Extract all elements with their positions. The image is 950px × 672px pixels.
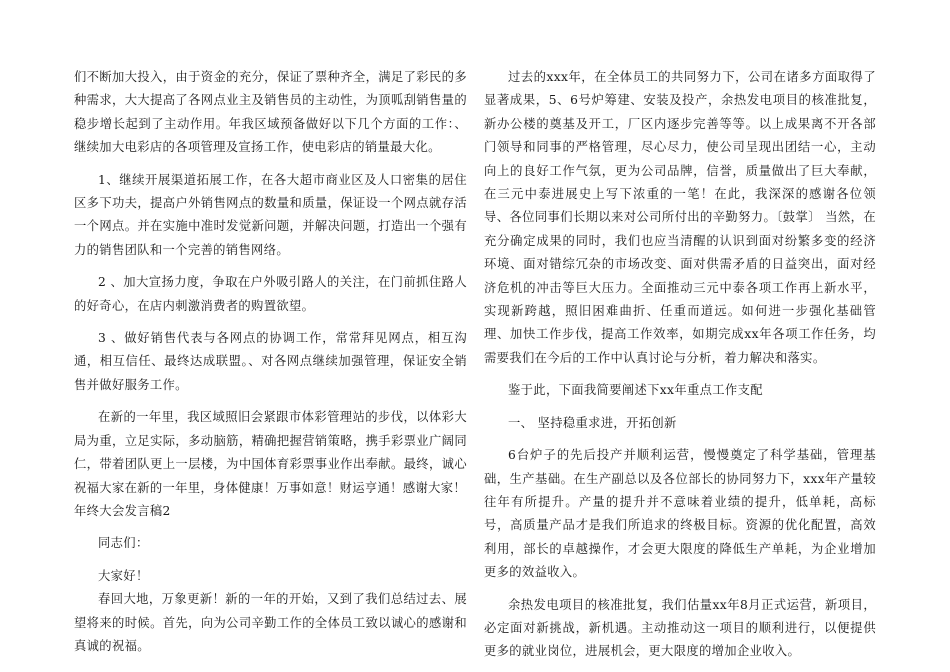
paragraph: 过去的xxx年，在全体员工的共同努力下，公司在诸多方面取得了显著成果，5、6号炉筹建、安装及投产，余热发电项目的核准批复，新办公楼的奠基及开工，厂区内逐步完善等等。以上成果离不开各部门领导和同事的严格管理，尽心尽力，使公司呈现出团结一心，主动向上的良好工作气氛，更为公司品牌，信誉，质量做出了巨大奉献，在三元中泰进展史上写下浓重的一笔！在此，我深深的感谢各位领导、各位同事们长期以来对公司所付出的辛勤努力。〔鼓掌〕 当然，在充分确定成果的同时，我们也应当清醒的认识到面对纷繁多变的经济环境、面对错综冗杂的市场改变、面对供需矛盾的日益突出，面对经济危机的冲击等巨大压力。全面推动三元中泰各项工作再上新水平，实现新跨越，照旧困难曲折、任重而道远。如何进一步强化基础管理、加快工作步伐，提高工作效率，如期完成xx年各项工作任务，均需要我们在今后的工作中认真讨论与分析，着力解决和落实。 bbox=[484, 70, 876, 365]
paragraph: 大家好！ bbox=[98, 568, 149, 583]
right-column bbox=[484, 66, 876, 664]
paragraph: 余热发电项目的核准批复，我们估量xx年8月正式运营，新项目，必定面对新挑战，新机遇。主动推动这一项目的顺利进行，以便提供更多的就业岗位，进展机会，更大限度的增加企业收入。 bbox=[484, 597, 876, 659]
paragraph: 6台炉子的先后投产并顺利运营，慢慢奠定了科学基础，管理基础，生产基础。在生产副总以及各位部长的协同努力下，xxx年产量较往年有所提升。产量的提升并不意味着业绩的提升，低单耗，高标号，高质量产品才是我们所追求的终极目标。资源的优化配置，高效利用，部长的卓越操作，才会更大限度的降低生产单耗，为企业增加更多的效益收入。 bbox=[484, 448, 876, 580]
paragraph: 2 、加大宣扬力度，争取在户外吸引路人的关注，在门前抓住路人的好奇心，在店内刺激消费者的购置欲望。 bbox=[74, 275, 467, 313]
paragraph: 一、 坚持稳重求进，开拓创新 bbox=[508, 415, 677, 430]
paragraph: 1、继续开展渠道拓展工作，在各大超市商业区及人口密集的居住区多下功夫，提高户外销售网点的数量和质量，保证设一个网点就存活一个网点。并在实施中准时发觉新问题，并解决问题，打造出一个强有力的销售团队和一个完善的销售网络。 bbox=[74, 172, 467, 257]
left-column bbox=[74, 66, 467, 658]
paragraph: 在新的一年里，我区域照旧会紧跟市体彩管理站的步伐，以体彩大局为重，立足实际，多动脑筋，精确把握营销策略，携手彩票业广阔同仁，带着团队更上一层楼，为中国体育彩票事业作出奉献。最终，诚心祝福大家在新的一年里，身体健康！万事如意！财运亨通！感谢大家！ bbox=[74, 410, 467, 495]
paragraph: 们不断加大投入，由于资金的充分，保证了票种齐全，满足了彩民的多种需求，大大提高了各网点业主及销售员的主动性，为顶呱刮销售量的稳步增长起到了主动作用。年我区域预备做好以下几个方面的工作：、继续加大电彩店的各项管理及宣扬工作，使电彩店的销量最大化。 bbox=[74, 70, 467, 155]
paragraph: 鉴于此，下面我简要阐述下xx年重点工作支配 bbox=[508, 383, 763, 398]
paragraph: 年终大会发言稿2 bbox=[74, 503, 171, 518]
paragraph: 同志们： bbox=[98, 536, 149, 551]
paragraph: 春回大地，万象更新！新的一年的开始，又到了我们总结过去、展望将来的时候。首先，向为公司辛勤工作的全体员工致以诚心的感谢和真诚的祝福。 bbox=[74, 592, 467, 653]
paragraph: 3 、做好销售代表与各网点的协调工作，常常拜见网点，相互沟通，相互信任、最终达成联盟。、对各网点继续加强管理，保证安全销售并做好服务工作。 bbox=[74, 331, 467, 392]
